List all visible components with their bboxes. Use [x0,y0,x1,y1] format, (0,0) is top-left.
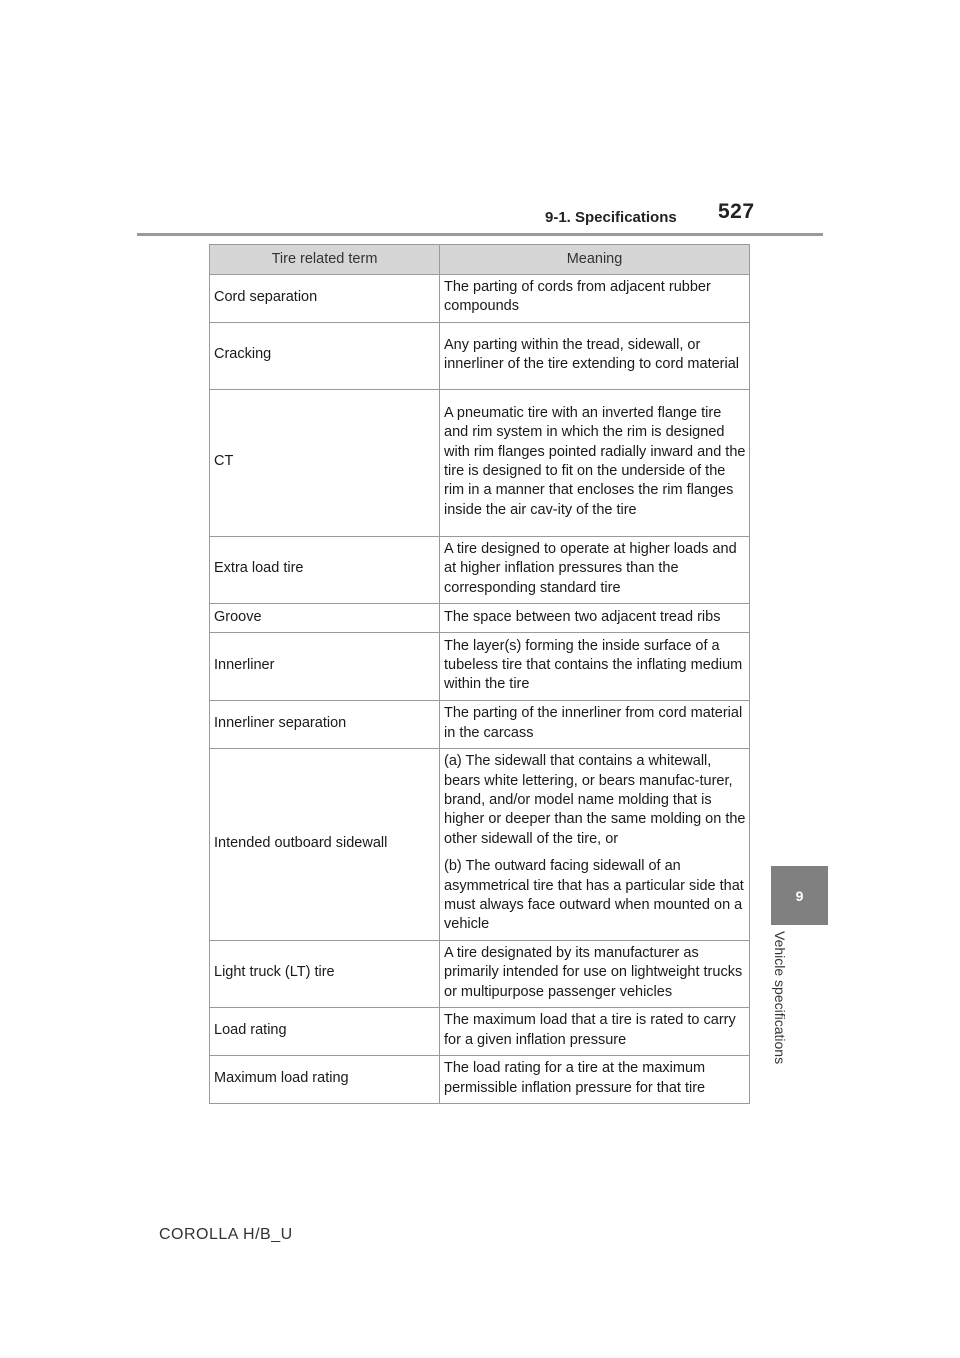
meaning-text: (a) The sidewall that contains a whitewall, bears white lettering, or bears manufac-turer, brand, and/or model name molding that is higher or deeper than the same molding on the other sidewall of the tire, or [444,753,746,847]
table-row [210,1008,750,1056]
term-cell: Intended outboard sidewall [210,749,440,941]
term-cell: Load rating [210,1008,440,1056]
term-cell: Light truck (LT) tire [210,940,440,1007]
meaning-cell [440,633,750,701]
chapter-title: Vehicle specifications [772,931,788,1065]
meaning-text: The maximum load that a tire is rated to carry for a given inflation pressure [444,1012,736,1048]
meaning-text: The space between two adjacent tread ribs [444,608,721,625]
term-cell: Groove [210,604,440,633]
table-row [210,390,750,537]
meaning-cell [440,275,750,323]
meaning-text: The parting of the innerliner from cord material in the carcass [444,705,743,741]
column-header-term: Tire related term [210,245,440,275]
meaning-cell [440,701,750,749]
term-cell: CT [210,390,440,537]
term-cell: Cracking [210,323,440,390]
table-row [210,701,750,749]
column-header-meaning: Meaning [440,245,750,275]
term-cell: Maximum load rating [210,1056,440,1104]
chapter-number: 9 [795,887,804,904]
term-cell: Cord separation [210,275,440,323]
meaning-text: A tire designed to operate at higher loads and at higher inflation pressures than the corresponding standard tire [444,541,737,596]
meaning-text: The load rating for a tire at the maximum permissible inflation pressure for that tire [444,1060,706,1096]
meaning-text: (b) The outward facing sidewall of an asymmetrical tire that has a particular side that must always face outward when mounted on a vehicle [444,858,744,933]
table-row [210,537,750,604]
meaning-cell [440,537,750,604]
chapter-tab[interactable] [771,866,828,925]
meaning-text: A pneumatic tire with an inverted flange tire and rim system in which the rim is designed with rim flanges pointed radially inward and the tire is designed to fit on the underside of the rim in a manner that encloses the rim flanges inside the air cav-ity of the tire [444,404,746,518]
table-row [210,275,750,323]
header-divider [137,233,823,236]
term-cell: Innerliner separation [210,701,440,749]
table-header-row [210,245,750,275]
meaning-cell [440,323,750,390]
footer-model-code: COROLLA H/B_U [159,1226,293,1243]
meaning-text: A tire designated by its manufacturer as primarily intended for use on lightweight trucks or multipurpose passenger vehicles [444,944,743,1000]
tire-terms-table [209,244,750,1104]
term-cell: Extra load tire [210,537,440,604]
table-row [210,940,750,1007]
meaning-cell [440,604,750,633]
meaning-cell [440,940,750,1007]
term-cell: Innerliner [210,633,440,701]
page-number: 527 [718,200,755,223]
meaning-text: The parting of cords from adjacent rubber compounds [444,279,711,315]
meaning-text: The layer(s) forming the inside surface of a tubeless tire that contains the inflating medium within the tire [444,637,743,693]
table-row [210,1056,750,1104]
table-row [210,749,750,941]
meaning-cell [440,1056,750,1104]
section-title: 9-1. Specifications [545,209,677,226]
table-row [210,633,750,701]
meaning-cell [440,749,750,941]
table-row [210,604,750,633]
meaning-cell [440,1008,750,1056]
meaning-text: Any parting within the tread, sidewall, or innerliner of the tire extending to cord material [444,336,739,372]
meaning-cell [440,390,750,537]
table-row [210,323,750,390]
